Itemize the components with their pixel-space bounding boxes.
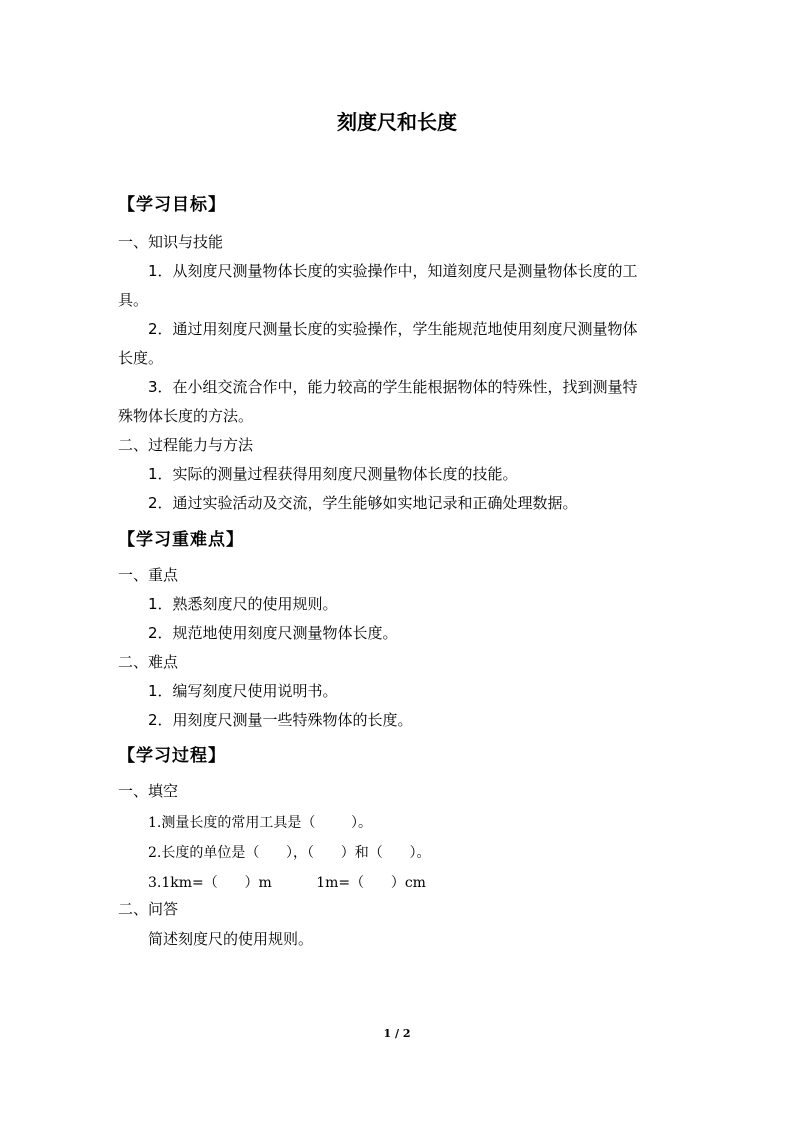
process-method-item-1: 1．实际的测量过程获得用刻度尺测量物体长度的技能。 — [148, 465, 518, 483]
focus-item-2: 2．规范地使用刻度尺测量物体长度。 — [148, 624, 398, 642]
subheading-knowledge-skills: 一、知识与技能 — [118, 233, 224, 251]
fill-in-item-2: 2.长度的单位是（ ），（ ）和（ ）。 — [148, 845, 431, 861]
objective-item-1-line-2: 具。 — [118, 291, 149, 309]
objective-item-2-line-1: 2．通过用刻度尺测量长度的实验操作，学生能规范地使用刻度尺测量物体 — [148, 320, 638, 338]
fill-in-item-1: 1.测量长度的常用工具是（ ）。 — [148, 815, 372, 831]
section-header-key-points: 【学习重难点】 — [118, 530, 244, 550]
subheading-difficulty: 二、难点 — [118, 653, 179, 671]
qa-item-1: 简述刻度尺的使用规则。 — [148, 930, 314, 948]
objective-item-3-line-2: 殊物体长度的方法。 — [118, 407, 254, 425]
fill-in-item-3: 3.1km=（ ）m 1m=（ ）cm — [148, 875, 426, 891]
section-header-objectives: 【学习目标】 — [118, 195, 226, 215]
subheading-qa: 二、问答 — [118, 900, 179, 918]
page-title: 刻度尺和长度 — [337, 110, 457, 134]
page-number: 1 / 2 — [383, 1027, 411, 1040]
section-header-process: 【学习过程】 — [118, 746, 226, 766]
difficulty-item-2: 2．用刻度尺测量一些特殊物体的长度。 — [148, 711, 413, 729]
difficulty-item-1: 1．编写刻度尺使用说明书。 — [148, 682, 338, 700]
subheading-fill-in: 一、填空 — [118, 782, 179, 800]
subheading-focus: 一、重点 — [118, 566, 179, 584]
objective-item-3-line-1: 3．在小组交流合作中，能力较高的学生能根据物体的特殊性，找到测量特 — [148, 378, 638, 396]
objective-item-1-line-1: 1．从刻度尺测量物体长度的实验操作中，知道刻度尺是测量物体长度的工 — [148, 262, 638, 280]
subheading-process-methods: 二、过程能力与方法 — [118, 436, 254, 454]
objective-item-2-line-2: 长度。 — [118, 349, 164, 367]
focus-item-1: 1．熟悉刻度尺的使用规则。 — [148, 595, 338, 613]
process-method-item-2: 2．通过实验活动及交流，学生能够如实地记录和正确处理数据。 — [148, 494, 578, 512]
